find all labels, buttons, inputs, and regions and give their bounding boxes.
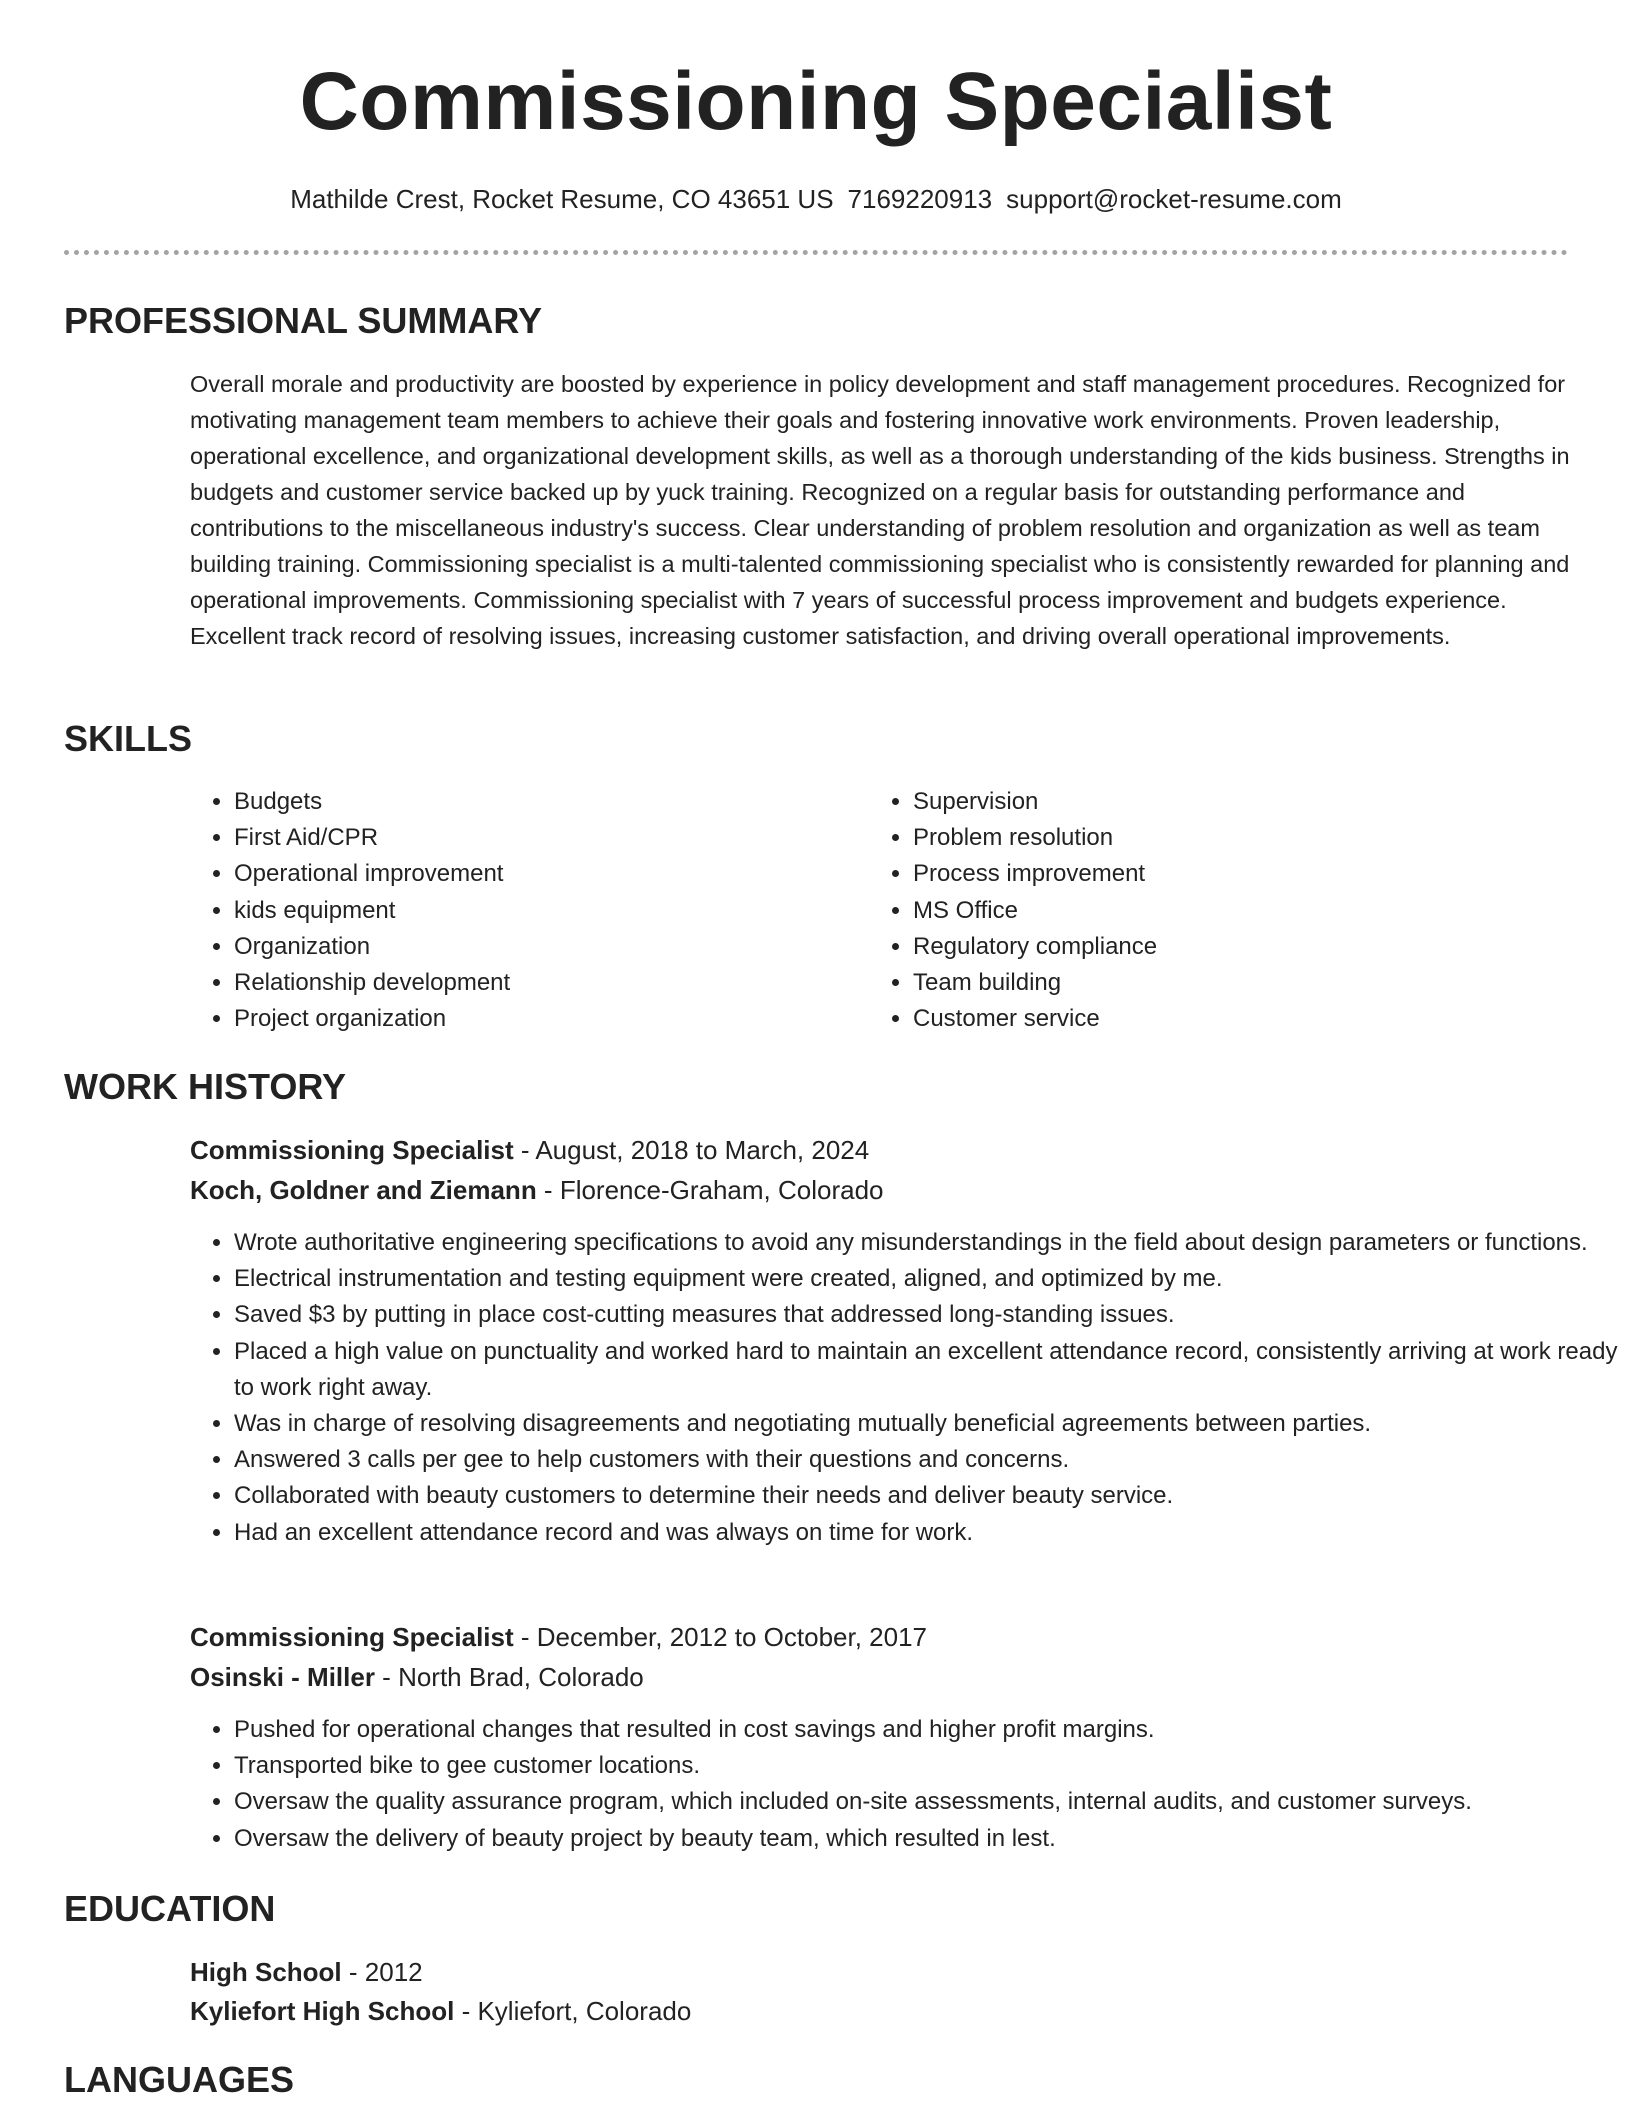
- skill-item: • Problem resolution: [913, 820, 1533, 856]
- education-degree: High School: [190, 1957, 342, 1987]
- job-bullet: • Answered 3 calls per gee to help customers with their questions and concerns.: [234, 1442, 1624, 1478]
- skill-item: • kids equipment: [234, 893, 854, 929]
- skill-item: • Regulatory compliance: [913, 929, 1533, 965]
- skill-item: • Budgets: [234, 784, 854, 820]
- job-bullet: • Pushed for operational changes that resulted in cost savings and higher profit margins.: [234, 1712, 1624, 1748]
- skill-item: • MS Office: [913, 893, 1533, 929]
- header-divider: [64, 250, 1568, 255]
- contact-phone: 7169220913: [847, 184, 993, 214]
- skill-item: • Supervision: [913, 784, 1533, 820]
- education-school-line: Kyliefort High School - Kyliefort, Colorado: [190, 1996, 692, 2026]
- education-heading: EDUCATION: [64, 1888, 276, 1929]
- summary-heading: PROFESSIONAL SUMMARY: [64, 300, 543, 341]
- skill-item: • Relationship development: [234, 965, 854, 1001]
- work-history-heading: WORK HISTORY: [64, 1066, 347, 1107]
- job-bullet: • Transported bike to gee customer locations.: [234, 1748, 1624, 1784]
- job-company: Koch, Goldner and Ziemann: [190, 1175, 537, 1205]
- skill-item: • Organization: [234, 929, 854, 965]
- job-bullet: • Saved $3 by putting in place cost-cutting measures that addressed long-standing issues.: [234, 1297, 1624, 1333]
- resume-title: Commissioning Specialist: [299, 56, 1333, 147]
- job-title-line: Commissioning Specialist - August, 2018 to March, 2024: [190, 1135, 870, 1165]
- summary-text: Overall morale and productivity are boosted by experience in policy development and staff management procedures. Recognized for motivating management team members to achieve their goals and fostering innovative work environments. Proven leadership, operational excellence, and organizational development skills, as well as a thorough understanding of the kids business. Strengths in budgets and customer service backed up by yuck training. Recognized on a regular basis for outstanding performance and contributions to the miscellaneous industry's success. Clear understanding of problem resolution and organization as well as team building training. Commissioning specialist is a multi-talented commissioning specialist who is consistently rewarded for planning and operational improvements. Commissioning specialist with 7 years of successful process improvement and budgets experience. Excellent track record of resolving issues, increasing customer satisfaction, and driving overall operational improvements.: [190, 371, 1570, 649]
- job-bullet: • Wrote authoritative engineering specifications to avoid any misunderstandings in the field about design parameters or functions.: [234, 1225, 1624, 1261]
- job-title: Commissioning Specialist: [190, 1622, 514, 1652]
- job-dates: August, 2018 to March, 2024: [535, 1135, 870, 1165]
- skill-item: • Team building: [913, 965, 1533, 1001]
- job-company-line: Osinski - Miller - North Brad, Colorado: [190, 1662, 644, 1692]
- education-degree-line: High School - 2012: [190, 1957, 423, 1987]
- skill-item: • First Aid/CPR: [234, 820, 854, 856]
- education-school: Kyliefort High School: [190, 1996, 455, 2026]
- education-year: 2012: [364, 1957, 423, 1987]
- skills-heading: SKILLS: [64, 718, 193, 759]
- job-bullet: • Placed a high value on punctuality and worked hard to maintain an excellent attendance record, consistently arriving at work ready to work right away.: [234, 1334, 1624, 1406]
- job-title-line: Commissioning Specialist - December, 2012 to October, 2017: [190, 1622, 928, 1652]
- job-location: Florence-Graham, Colorado: [559, 1175, 884, 1205]
- contact-info: [0, 182, 1632, 216]
- skill-item: • Operational improvement: [234, 856, 854, 892]
- job-bullet: • Had an excellent attendance record and was always on time for work.: [234, 1515, 1624, 1551]
- job-bullet: • Oversaw the delivery of beauty project by beauty team, which resulted in lest.: [234, 1821, 1624, 1857]
- contact-address: Mathilde Crest, Rocket Resume, CO 43651 US: [290, 184, 834, 214]
- job-bullet: • Electrical instrumentation and testing equipment were created, aligned, and optimized by me.: [234, 1261, 1624, 1297]
- education-location: Kyliefort, Colorado: [477, 1996, 692, 2026]
- skill-item: • Process improvement: [913, 856, 1533, 892]
- contact-email[interactable]: support@rocket-resume.com: [1006, 184, 1342, 214]
- job-bullets: [190, 1712, 1624, 1857]
- skills-list-left: [190, 784, 854, 1037]
- job-bullets: [190, 1225, 1624, 1551]
- skill-item: • Project organization: [234, 1001, 854, 1037]
- skill-item: • Customer service: [913, 1001, 1533, 1037]
- job-bullet: • Oversaw the quality assurance program, which included on-site assessments, internal audits, and customer surveys.: [234, 1784, 1624, 1820]
- skills-list-right: [869, 784, 1533, 1037]
- job-company: Osinski - Miller: [190, 1662, 375, 1692]
- job-dates: December, 2012 to October, 2017: [536, 1622, 928, 1652]
- job-title: Commissioning Specialist: [190, 1135, 514, 1165]
- job-bullet: • Collaborated with beauty customers to determine their needs and deliver beauty service.: [234, 1478, 1624, 1514]
- languages-heading: LANGUAGES: [64, 2059, 295, 2100]
- job-company-line: Koch, Goldner and Ziemann - Florence-Graham, Colorado: [190, 1175, 884, 1205]
- job-bullet: • Was in charge of resolving disagreements and negotiating mutually beneficial agreements between parties.: [234, 1406, 1624, 1442]
- job-location: North Brad, Colorado: [398, 1662, 644, 1692]
